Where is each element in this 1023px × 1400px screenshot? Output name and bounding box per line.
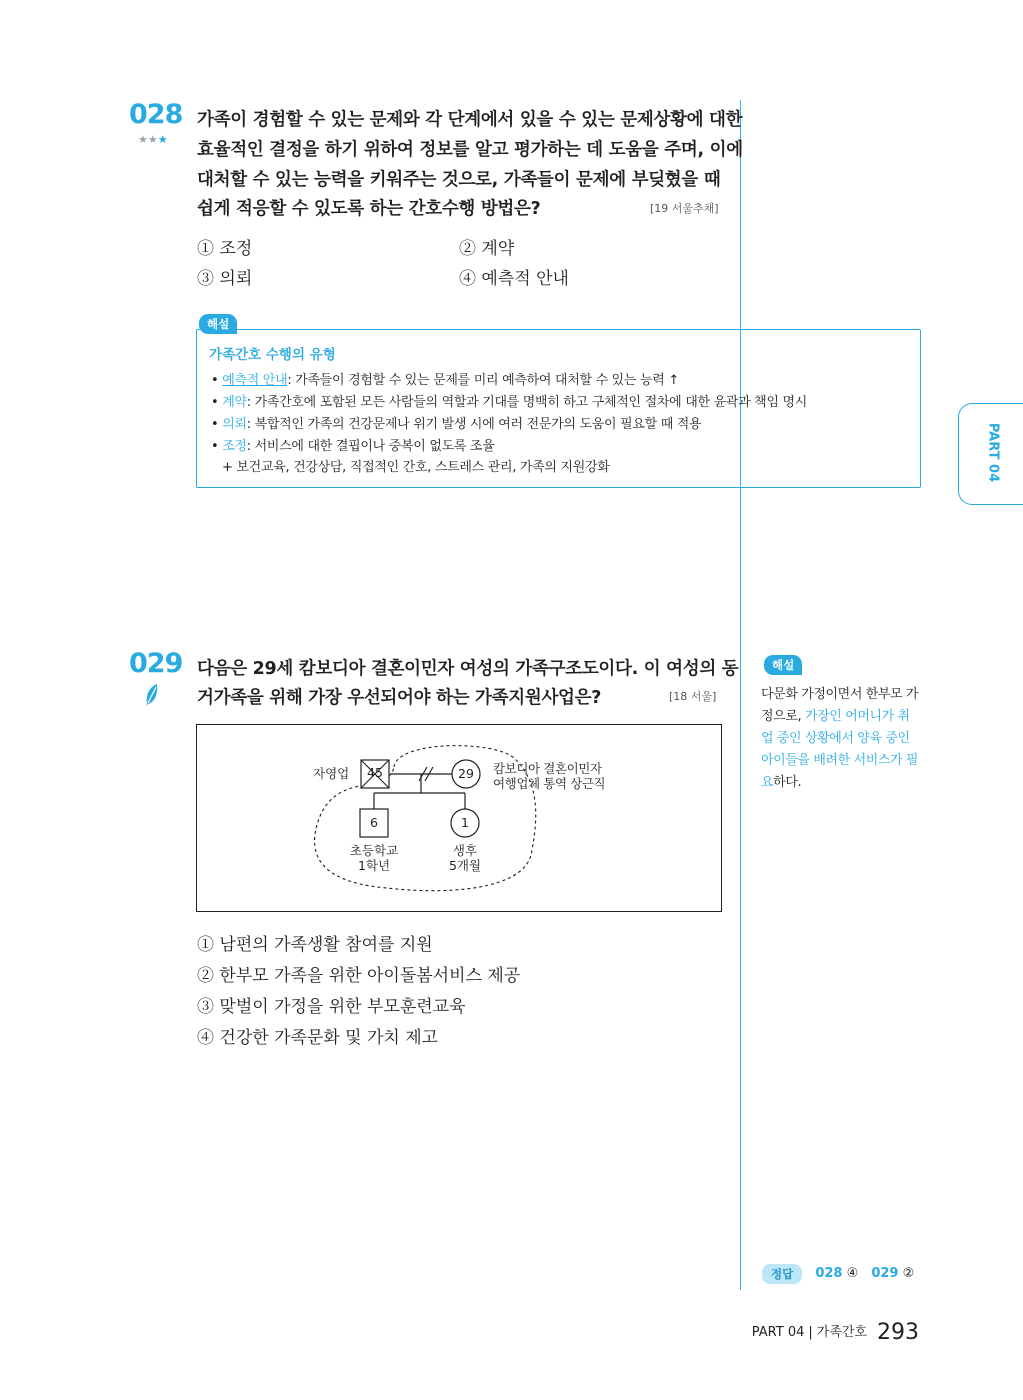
question-028-line-4: 쉽게 적응할 수 있도록 하는 간호수행 방법은? [197,199,541,219]
father-label: 자영업 [313,766,350,781]
q29-choice-3[interactable]: ③ 맞벌이 가정을 위한 부모훈련교육 [197,997,466,1017]
explanation-extra: + 보건교육, 건강상담, 직접적인 간호, 스트레스 관리, 가족의 지원강화 [222,460,610,475]
explanation-tag-028: 해설 [199,314,237,334]
question-028-source: [19 서울추채] [650,202,719,215]
son-desc-1: 초등학교 [349,843,399,858]
explanation-tag-029: 해설 [764,655,802,675]
explanation-029-line-3: 업 중인 상황에서 양육 중인 [761,731,910,746]
question-029-line-2: 거가족을 위해 가장 우선되어야 하는 가족지원사업은? [197,688,602,708]
explanation-item-referral: • 의뢰: 복합적인 가족의 건강문제나 위기 발생 시에 여러 전문가의 도움이 필요할 때 적용 [211,417,702,432]
question-number-028: 028 [129,99,183,130]
question-029-line-1: 다음은 29세 캄보디아 결혼이민자 여성의 가족구조도이다. 이 여성의 동 [197,659,739,679]
explanation-029-line-2: 정으로, 가장인 어머니가 취 [761,709,910,724]
son-age: 6 [370,815,378,830]
explanation-029-line-5: 요하다. [761,775,802,790]
question-028-line-2: 효율적인 결정을 하기 위하여 정보를 알고 평가하는 데 도움을 주며, 이에 [197,140,743,160]
daughter-desc-2: 5개월 [448,858,482,873]
mother-desc-1: 캄보디아 결혼이민자 [493,761,602,776]
answer-tag: 정답 [762,1264,802,1284]
part-tab-label: PART 04 [985,422,1001,483]
q28-choice-4[interactable]: ④ 예측적 안내 [459,269,569,289]
q28-choice-1[interactable]: ① 조정 [197,239,253,259]
daughter-age: 1 [461,815,469,830]
explanation-item-coordination: • 조정: 서비스에 대한 결핍이나 중복이 없도록 조율 [211,439,495,454]
question-029-source: [18 서울] [669,690,717,703]
q28-choice-3[interactable]: ③ 의뢰 [197,269,253,289]
q29-choice-1[interactable]: ① 남편의 가족생활 참여를 지원 [197,935,433,955]
answer-029: 029 ② [871,1266,915,1281]
explanation-title-028: 가족간호 수행의 유형 [209,347,336,363]
page-number: 293 [877,1320,919,1345]
question-number-029: 029 [129,648,183,679]
son-desc-2: 1학년 [357,858,391,873]
explanation-item-anticipatory: • 예측적 안내: 가족들이 경험할 수 있는 문제를 미리 예측하여 대처할 수 있는 능력 ↑ [211,373,679,388]
mother-desc-2: 여행업체 통역 상근직 [493,776,606,791]
q28-choice-2[interactable]: ② 계약 [459,239,515,259]
question-028-line-1: 가족이 경험할 수 있는 문제와 각 단계에서 있을 수 있는 문제상황에 대한 [197,110,743,130]
q29-choice-4[interactable]: ④ 건강한 가족문화 및 가치 제고 [197,1028,439,1048]
explanation-029-line-1: 다문화 가정이면서 한부모 가 [761,687,919,702]
genogram-frame [196,724,722,912]
footer-separator: | [808,1325,813,1340]
footer-part: PART 04 [751,1325,805,1340]
column-divider [740,100,741,1290]
mother-age: 29 [458,766,474,781]
question-028-line-3: 대처할 수 있는 능력을 키워주는 것으로, 가족들이 문제에 부딪혔을 때 [197,170,721,190]
answer-key [762,1263,914,1284]
explanation-029-line-4: 아이들을 배려한 서비스가 필 [761,753,919,768]
q29-choice-2[interactable]: ② 한부모 가족을 위한 아이돌봄서비스 제공 [197,966,521,986]
difficulty-stars: ★★★ [138,133,168,146]
page-footer [752,1320,919,1345]
footer-chapter: 가족간호 [816,1325,867,1340]
father-age: 45 [367,765,383,780]
explanation-item-contract: • 계약: 가족간호에 포함된 모든 사람들의 역할과 기대를 명백히 하고 구체적인 절차에 대한 윤곽과 책임 명시 [211,395,808,410]
daughter-desc-1: 생후 [452,843,478,858]
answer-028: 028 ④ [815,1266,859,1281]
feather-icon [144,683,160,707]
